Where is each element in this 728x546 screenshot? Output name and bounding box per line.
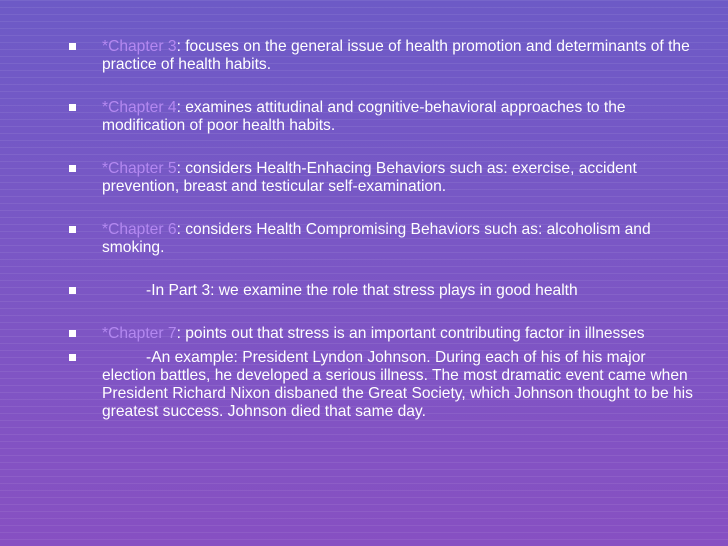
bullet-list (66, 38, 696, 421)
chapter-label: *Chapter 4 (102, 99, 177, 116)
bullet-item-chapter-5 (66, 160, 696, 196)
bullet-item-chapter-3 (66, 38, 696, 74)
bullet-text: -In Part 3: we examine the role that stress plays in good health (146, 282, 578, 299)
chapter-label: *Chapter 6 (102, 221, 177, 238)
square-bullet-icon (69, 104, 76, 111)
bullet-text: : examines attitudinal and cognitive-behavioral approaches to the modification of poor health habits. (102, 99, 626, 134)
square-bullet-icon (69, 165, 76, 172)
chapter-label: *Chapter 3 (102, 38, 177, 55)
square-bullet-icon (69, 287, 76, 294)
bullet-item-chapter-7 (66, 325, 696, 343)
bullet-text: -An example: President Lyndon Johnson. During each of his of his major election battles, he developed a serious illness. The most dramatic event came when President Richard Nixon disbaned the Great Society, which Johnson thought to be his greatest success. Johnson died that same day. (102, 349, 693, 420)
bullet-text: : points out that stress is an important contributing factor in illnesses (176, 325, 645, 342)
bullet-item-chapter-6 (66, 221, 696, 257)
bullet-text: : considers Health-Enhacing Behaviors such as: exercise, accident prevention, breast and testicular self-examination. (102, 160, 637, 195)
chapter-label: *Chapter 5 (102, 160, 177, 177)
bullet-item-part-3 (66, 282, 696, 300)
square-bullet-icon (69, 330, 76, 337)
bullet-text: : focuses on the general issue of health promotion and determinants of the practice of health habits. (102, 38, 690, 73)
square-bullet-icon (69, 43, 76, 50)
bullet-text: : considers Health Compromising Behaviors such as: alcoholism and smoking. (102, 221, 651, 256)
bullet-item-example (66, 349, 696, 421)
chapter-label: *Chapter 7 (102, 325, 177, 342)
square-bullet-icon (69, 354, 76, 361)
square-bullet-icon (69, 226, 76, 233)
bullet-item-chapter-4 (66, 99, 696, 135)
